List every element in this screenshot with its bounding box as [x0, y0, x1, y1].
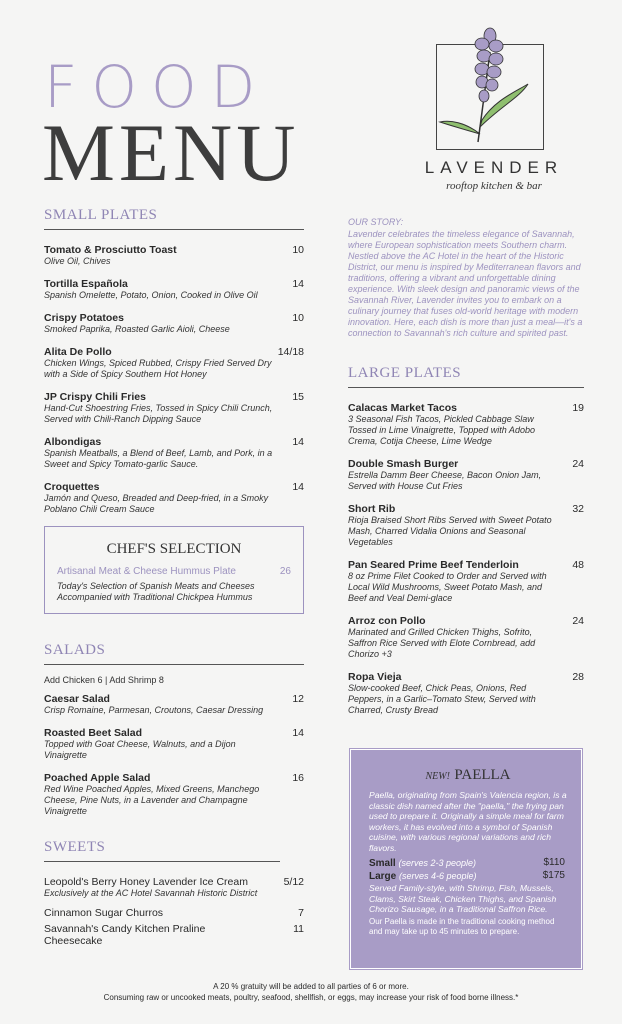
section-title-large-plates: LARGE PLATES: [348, 365, 584, 388]
story-text: Lavender celebrates the timeless elegance of Savannah, where European sophistication meets Southern charm. Nestled above the AC Hotel in the heart of the Historic District, our menu is inspired by Mediterranean flavors and traditions, offering a vibrant and unforgettable dining experience. With sleek design and panoramic views of the Savannah River, Lavender invites you to embark on a culinary journey that fuses old-world heritage with modern innovation. Here, each dish is more than just a meal—it's a connection to Savannah's rich culture and spirited past.: [348, 229, 583, 338]
item-price: 24: [572, 458, 584, 470]
chef-item-price: 26: [279, 566, 291, 577]
menu-item: [44, 436, 304, 470]
item-name: Calacas Market Tacos: [348, 402, 457, 414]
paella-desc: Paella, originating from Spain's Valencia region, is a classic dish named after the "paella," the frying pan used to prepare it. Originally a simple meal for farm workers, it has evolved into a symbol of Spanish cuisine, with various regional variations and rich flavors.: [369, 790, 567, 853]
size-serves: (serves 2-3 people): [398, 858, 477, 868]
menu-item: [348, 402, 584, 447]
menu-item: [348, 671, 584, 716]
item-price: 5/12: [283, 876, 304, 888]
item-price: 24: [572, 615, 584, 627]
chef-item-desc: Today's Selection of Spanish Meats and Cheeses Accompanied with Traditional Chickpea Hummus: [57, 581, 255, 602]
menu-item: [44, 312, 304, 335]
section-title-salads: SALADS: [44, 642, 304, 665]
item-desc: Smoked Paprika, Roasted Garlic Aioli, Cheese: [44, 324, 230, 334]
menu-item: [44, 772, 304, 817]
paella-size-large: [369, 870, 567, 883]
item-name: Albondigas: [44, 436, 102, 448]
item-name: Roasted Beet Salad: [44, 727, 143, 739]
menu-item: [44, 244, 304, 267]
size-label: Small: [369, 858, 396, 869]
item-desc: Spanish Omelette, Potato, Onion, Cooked in Olive Oil: [44, 290, 258, 300]
item-name: JP Crispy Chili Fries: [44, 391, 146, 403]
item-name: Savannah's Candy Kitchen Praline Cheesecake: [44, 923, 206, 947]
item-price: 16: [292, 772, 304, 784]
size-label: Large: [369, 871, 397, 882]
menu-item: [348, 458, 584, 492]
item-desc: Marinated and Grilled Chicken Thighs, Sofrito, Saffron Rice Served with Elote Cornbread, add Chorizo +3: [348, 627, 536, 659]
item-desc: Slow-cooked Beef, Chick Peas, Onions, Red Peppers, in a Garlic–Tomato Stew, Served with Charred, Crusty Bread: [348, 683, 536, 715]
menu-item: [348, 559, 584, 604]
health-warning: Consuming raw or uncooked meats, poultry, seafood, shellfish, or eggs, may increase your risk of food borne illness.*: [103, 993, 519, 1002]
menu-item: [348, 615, 584, 660]
chef-selection-title: CHEF'S SELECTION: [106, 541, 242, 557]
size-price: $110: [543, 857, 565, 868]
item-price: 14: [292, 727, 304, 739]
item-name: Croquettes: [44, 481, 100, 493]
section-title-sweets: SWEETS: [44, 839, 280, 862]
salad-addons: Add Chicken 6 | Add Shrimp 8: [44, 675, 164, 685]
menu-item: [44, 923, 304, 947]
lavender-sprig-icon: [420, 22, 540, 152]
paella-served: Served Family-style, with Shrimp, Fish, Mussels, Clams, Skirt Steak, Chicken Thighs, and Spanish Chorizo Sausage, in a Traditional Saffron Rice.: [369, 883, 557, 914]
story-title: OUR STORY:: [348, 217, 404, 227]
item-price: 7: [298, 907, 304, 919]
item-desc: 3 Seasonal Fish Tacos, Pickled Cabbage Slaw Tossed in Lime Vinaigrette, Topped with Adobo Crema, Cotija Cheese, Lime Wedge: [348, 414, 535, 446]
menu-item: [44, 727, 304, 761]
size-price: $175: [542, 870, 565, 881]
left-column: [44, 207, 304, 958]
item-desc: Red Wine Poached Apples, Mixed Greens, Manchego Cheese, Pine Nuts, in a Lavender and Champagne Vinaigrette: [44, 784, 260, 816]
chef-selection-box: [44, 526, 304, 614]
item-desc: Estrella Damm Beer Cheese, Bacon Onion Jam, Served with House Cut Fries: [348, 470, 542, 491]
item-price: 14: [292, 436, 304, 448]
section-title-small-plates: SMALL PLATES: [44, 207, 304, 230]
logo-tagline: rooftop kitchen & bar: [446, 180, 542, 192]
item-desc: Chicken Wings, Spiced Rubbed, Crispy Fried Served Dry with a Side of Spicy Southern Hot Honey: [44, 358, 272, 379]
menu-item: [44, 693, 304, 716]
new-badge: NEW!: [425, 771, 450, 782]
item-price: 15: [292, 391, 304, 403]
item-price: 10: [292, 244, 304, 256]
menu-item: [44, 278, 304, 301]
page-title-menu: MENU: [42, 107, 300, 198]
logo-name: LAVENDER: [424, 158, 564, 177]
item-desc: Jamón and Queso, Breaded and Deep-fried, in a Smoky Poblano Chili Cream Sauce: [44, 493, 269, 514]
item-name: Crispy Potatoes: [44, 312, 124, 324]
paella-size-small: [369, 857, 567, 870]
item-desc: Exclusively at the AC Hotel Savannah Historic District: [44, 888, 258, 898]
menu-item: [44, 907, 304, 919]
item-name: Pan Seared Prime Beef Tenderloin: [348, 559, 519, 571]
item-price: 12: [292, 693, 304, 705]
item-name: Short Rib: [348, 503, 396, 515]
item-name: Arroz con Pollo: [348, 615, 426, 627]
item-desc: Rioja Braised Short Ribs Served with Sweet Potato Mash, Charred Vidalia Onions and Seasonal Vegetables: [348, 515, 552, 547]
item-price: 28: [572, 671, 584, 683]
size-serves: (serves 4-6 people): [399, 871, 477, 881]
menu-item: [44, 346, 304, 380]
item-name: Tomato & Prosciutto Toast: [44, 244, 177, 256]
item-name: Cinnamon Sugar Churros: [44, 907, 164, 919]
item-price: 14: [292, 278, 304, 290]
item-price: 48: [572, 559, 584, 571]
page-title-food: FOOD: [44, 53, 270, 121]
item-desc: Spanish Meatballs, a Blend of Beef, Lamb, and Pork, in a Sweet and Spicy Tomato-garlic Sauce.: [44, 448, 273, 469]
item-name: Poached Apple Salad: [44, 772, 151, 784]
item-name: Alita De Pollo: [44, 346, 112, 358]
item-desc: Hand-Cut Shoestring Fries, Tossed in Spicy Chili Crunch, Served with Chili-Ranch Dipping Sauce: [44, 403, 273, 424]
menu-item: [44, 391, 304, 425]
right-column: [348, 217, 584, 727]
item-price: 11: [293, 923, 304, 935]
item-price: 10: [292, 312, 304, 324]
item-desc: Olive Oil, Chives: [44, 256, 111, 266]
item-name: Leopold's Berry Honey Lavender Ice Cream: [44, 876, 248, 888]
item-desc: Crisp Romaine, Parmesan, Croutons, Caesar Dressing: [44, 705, 264, 715]
item-name: Double Smash Burger: [348, 458, 459, 470]
item-name: Ropa Vieja: [348, 671, 402, 683]
paella-note: Our Paella is made in the traditional cooking method and may take up to 45 minutes to prepare.: [369, 916, 555, 936]
item-price: 32: [572, 503, 584, 515]
chef-selection-item: [57, 566, 291, 577]
item-price: 14: [292, 481, 304, 493]
gratuity-note: A 20 % gratuity will be added to all parties of 6 or more.: [213, 982, 409, 991]
footer: [0, 981, 622, 1003]
menu-item: [44, 876, 304, 899]
item-desc: Topped with Goat Cheese, Walnuts, and a Dijon Vinaigrette: [44, 739, 236, 760]
menu-item: [44, 481, 304, 515]
paella-title: [369, 766, 567, 784]
paella-box: [350, 749, 582, 969]
paella-name: PAELLA: [454, 767, 511, 783]
item-price: 19: [572, 402, 584, 414]
chef-item-name: Artisanal Meat & Cheese Hummus Plate: [57, 566, 236, 577]
item-desc: 8 oz Prime Filet Cooked to Order and Served with Local Wild Mushrooms, Sweet Potato Mash, and Beef and Veal Demi-glace: [348, 571, 547, 603]
menu-item: [348, 503, 584, 548]
item-name: Tortilla Española: [44, 278, 128, 290]
item-price: 14/18: [277, 346, 304, 358]
item-name: Caesar Salad: [44, 693, 110, 705]
